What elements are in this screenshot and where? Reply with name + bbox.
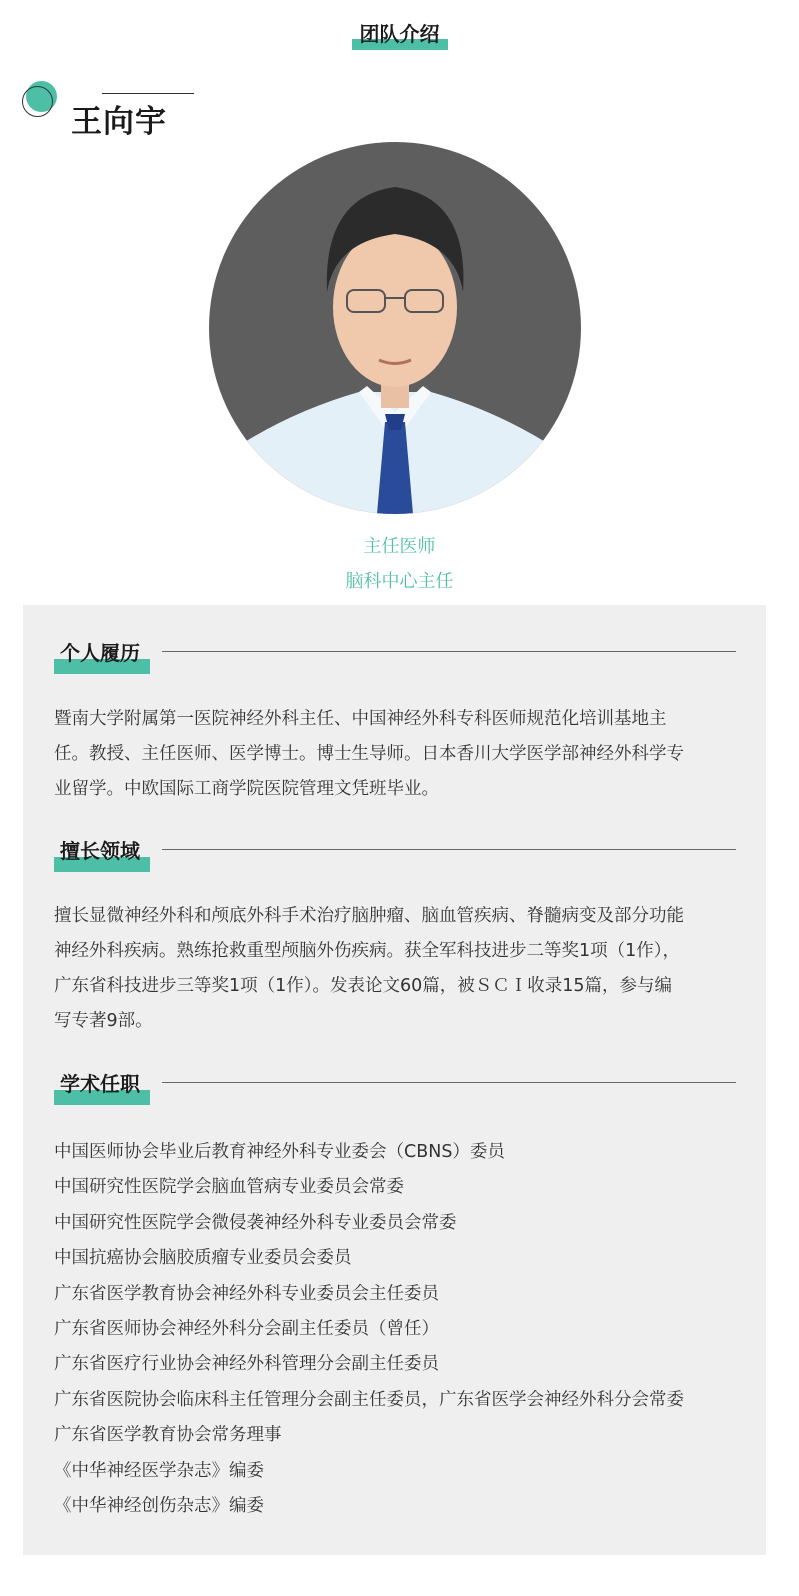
section-divider bbox=[162, 849, 736, 850]
expertise-line: 广东省科技进步三等奖1项（1作）。发表论文60篇，被ＳＣＩ收录15篇，参与编 bbox=[54, 976, 673, 996]
resume-line: 暨南大学附属第一医院神经外科主任、中国神经外科专科医师规范化培训基地主 bbox=[54, 709, 667, 729]
academic-item: 广东省医疗行业协会神经外科管理分会副主任委员 bbox=[54, 1354, 439, 1374]
academic-item: 《中华神经医学杂志》编委 bbox=[54, 1461, 264, 1481]
academic-item: 中国抗癌协会脑胶质瘤专业委员会委员 bbox=[54, 1248, 352, 1268]
academic-item: 广东省医师协会神经外科分会副主任委员（曾任） bbox=[54, 1319, 439, 1339]
page-header bbox=[0, 18, 799, 47]
section-header-academic bbox=[54, 1068, 736, 1108]
doctor-name: 王向宇 bbox=[71, 104, 167, 140]
academic-item: 中国医师协会毕业后教育神经外科专业委会（CBNS）委员 bbox=[54, 1142, 505, 1162]
academic-item: 中国研究性医院学会微侵袭神经外科专业委员会常委 bbox=[54, 1213, 457, 1233]
section-heading: 擅长领域 bbox=[60, 839, 140, 863]
expertise-line: 擅长显微神经外科和颅底外科手术治疗脑肿瘤、脑血管疾病、脊髓病变及部分功能 bbox=[54, 906, 684, 926]
section-header-resume bbox=[54, 637, 736, 677]
academic-item: 广东省医学教育协会常务理事 bbox=[54, 1425, 282, 1445]
academic-item: 《中华神经创伤杂志》编委 bbox=[54, 1496, 264, 1516]
doctor-portrait bbox=[209, 142, 581, 514]
decor-ring-icon bbox=[22, 86, 53, 117]
resume-text bbox=[54, 702, 736, 807]
resume-line: 业留学。中欧国际工商学院医院管理文凭班毕业。 bbox=[54, 779, 439, 799]
doctor-position: 脑科中心主任 bbox=[345, 571, 454, 592]
academic-item: 中国研究性医院学会脑血管病专业委员会常委 bbox=[54, 1177, 404, 1197]
section-header-expertise bbox=[54, 835, 736, 875]
page-title: 团队介绍 bbox=[356, 18, 444, 47]
academic-item: 广东省医学教育协会神经外科专业委员会主任委员 bbox=[54, 1284, 439, 1304]
resume-line: 任。教授、主任医师、医学博士。博士生导师。日本香川大学医学部神经外科学专 bbox=[54, 744, 684, 764]
section-heading: 学术任职 bbox=[60, 1072, 140, 1096]
doctor-title: 主任医师 bbox=[363, 536, 436, 557]
name-divider bbox=[102, 93, 194, 94]
expertise-text bbox=[54, 899, 736, 1039]
expertise-line: 神经外科疾病。熟练抢救重型颅脑外伤疾病。获全军科技进步二等奖1项（1作）， bbox=[54, 941, 681, 961]
section-divider bbox=[162, 651, 736, 652]
academic-item: 广东省医院协会临床科主任管理分会副主任委员，广东省医学会神经外科分会常委 bbox=[54, 1390, 684, 1410]
section-divider bbox=[162, 1082, 736, 1083]
expertise-line: 写专著9部。 bbox=[54, 1011, 153, 1031]
section-heading: 个人履历 bbox=[60, 641, 140, 665]
